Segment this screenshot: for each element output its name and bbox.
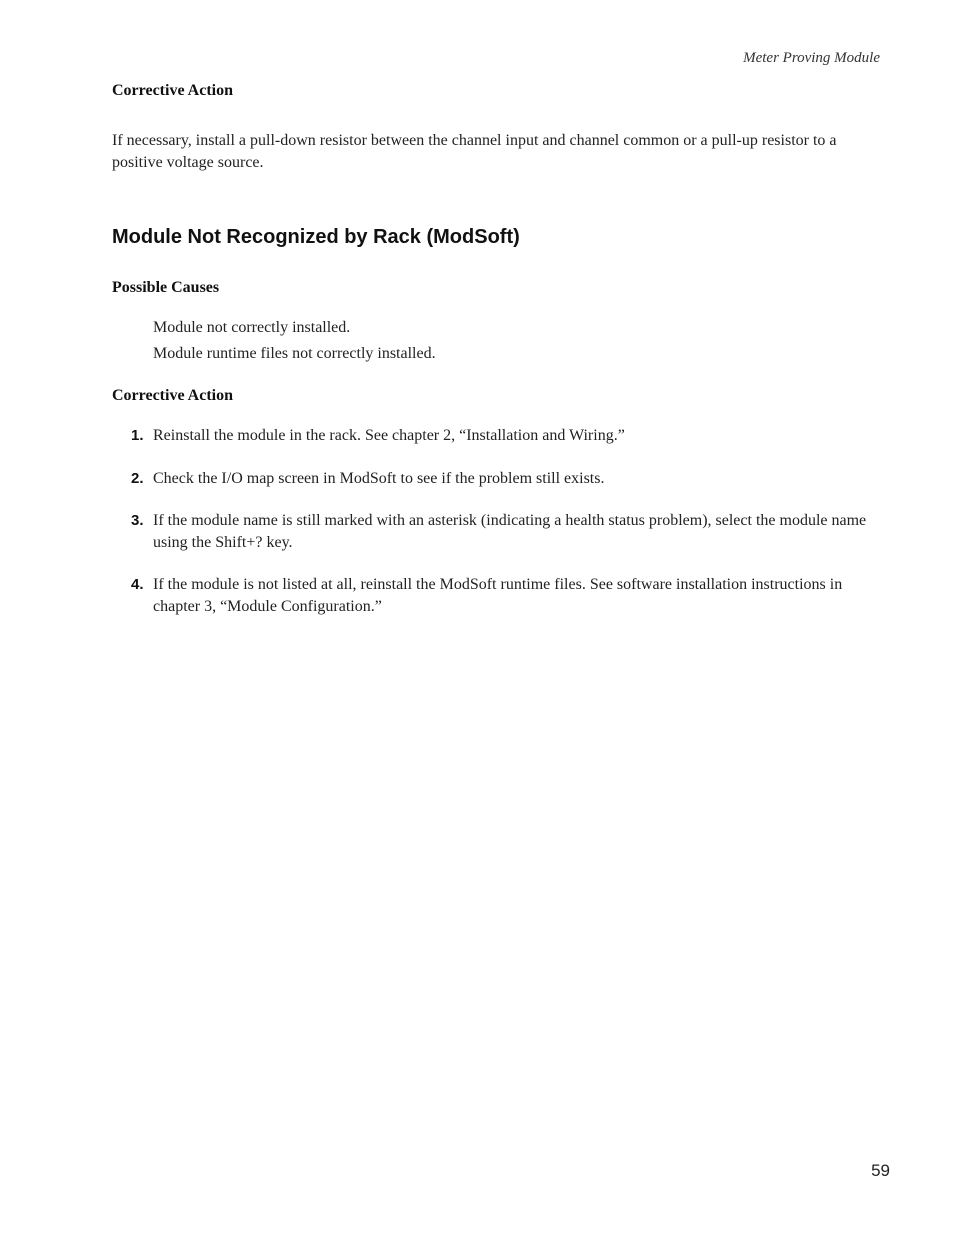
corrective-action-heading-1: Corrective Action	[112, 82, 233, 99]
step-text: Reinstall the module in the rack. See chapter 2, “Installation and Wiring.”	[153, 427, 625, 444]
list-item	[112, 574, 872, 618]
step-number: 4.	[131, 576, 144, 593]
page-number: 59	[871, 1161, 890, 1180]
list-item	[112, 425, 872, 447]
possible-causes-heading: Possible Causes	[112, 279, 220, 296]
corrective-action-heading-2: Corrective Action	[112, 387, 233, 404]
step-text: If the module is not listed at all, reinstall the ModSoft runtime files. See software installation instructions in chapter 3, “Module Configuration.”	[153, 576, 843, 615]
step-text: Check the I/O map screen in ModSoft to see if the problem still exists.	[153, 470, 605, 487]
corrective-steps-list	[112, 425, 872, 618]
step-text: If the module name is still marked with an asterisk (indicating a health status problem), select the module name using the Shift+? key.	[153, 512, 867, 551]
step-number: 3.	[131, 512, 144, 529]
running-header: Meter Proving Module	[743, 50, 880, 66]
list-item	[112, 510, 872, 554]
list-item: Module runtime files not correctly installed.	[153, 345, 436, 362]
step-number: 2.	[131, 470, 144, 487]
section-title: Module Not Recognized by Rack (ModSoft)	[112, 226, 520, 248]
corrective-action-text-1: If necessary, install a pull-down resistor between the channel input and channel common or a pull-up resistor to a positive voltage source.	[112, 132, 837, 171]
list-item: Module not correctly installed.	[153, 319, 351, 336]
page-content	[112, 82, 872, 618]
list-item	[112, 468, 872, 490]
possible-causes-list	[112, 315, 872, 367]
step-number: 1.	[131, 427, 144, 444]
